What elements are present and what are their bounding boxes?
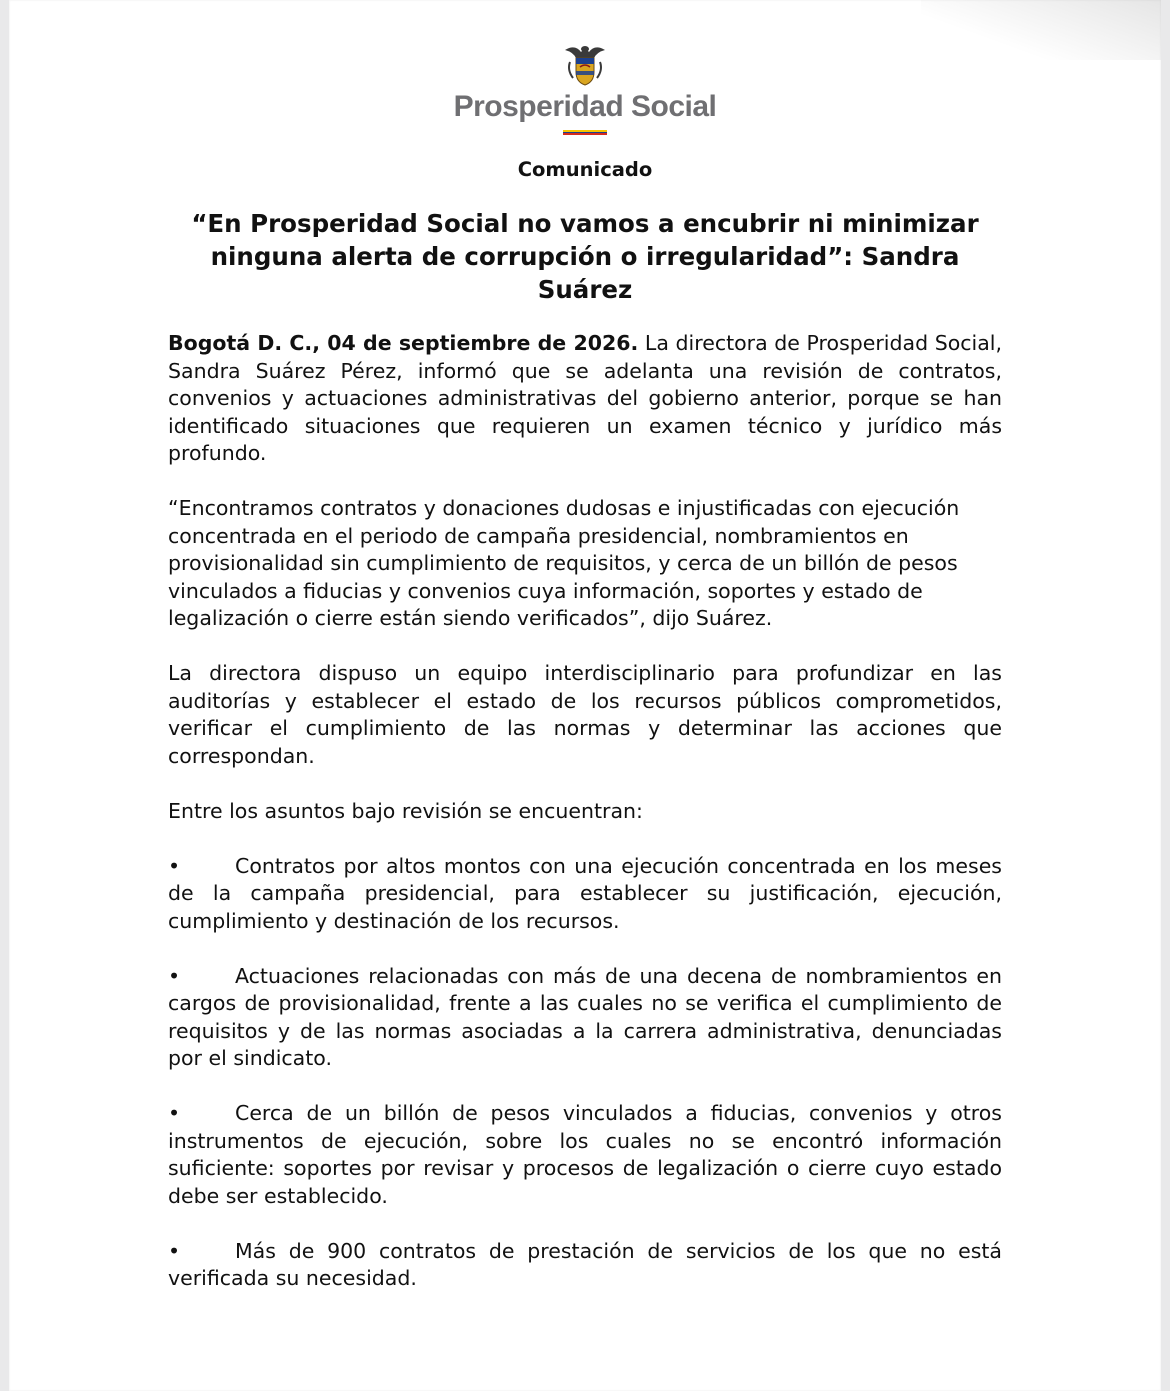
list-item (168, 1100, 1002, 1210)
bullet-marker: • (168, 853, 181, 878)
quote-paragraph: “Encontramos contratos y donaciones dudosas e injustificadas con ejecución concentrada en el periodo de campaña presidencial, nombramientos en provisionalidad sin cumplimiento de requisitos, y cerca de un billón de pesos vinculados a fiducias y convenios cuya información, soportes y estado de legalización o cierre están siendo verificados”, dijo Suárez. (168, 496, 960, 630)
document-body (168, 158, 1002, 1320)
colombia-coat-of-arms-icon (561, 40, 609, 88)
dateline: Bogotá D. C., 04 de septiembre de 2026. (168, 331, 639, 355)
lead-paragraph (168, 330, 1002, 468)
list-item (168, 1238, 1002, 1293)
lead-text: La directora de Prosperidad Social, Sandra Suárez Pérez, informó que se adelanta una revisión de contratos, convenios y actuaciones administrativas del gobierno anterior, porque se han identificado situaciones que requieren un examen técnico y jurídico más profundo. (168, 331, 1002, 465)
document-label: Comunicado (517, 158, 653, 181)
document-headline: “En Prosperidad Social no vamos a encubrir ni minimizar ninguna alerta de corrupción o irregularidad”: Sandra Suárez (191, 209, 979, 304)
letterhead (9, 40, 1161, 135)
bullet-marker: • (168, 1101, 181, 1125)
list-item-text: Más de 900 contratos de prestación de servicios de los que no está verificada su necesidad. (168, 1238, 1002, 1290)
list-item (168, 963, 1002, 1073)
flag-stripe (563, 130, 607, 135)
list-item-text: Cerca de un billón de pesos vinculados a fiducias, convenios y otros instrumentos de ejecución, sobre los cuales no se encontró información suficiente: soportes por revisar y procesos de legalización o cierre cuyo estado debe ser establecido. (168, 1101, 1002, 1208)
document-page (9, 0, 1161, 1391)
team-paragraph: La directora dispuso un equipo interdisciplinario para profundizar en las auditorías y establecer el estado de los recursos públicos comprometidos, verificar el cumplimiento de las normas y determinar las acciones que correspondan. (168, 661, 1002, 768)
brand-logo-text: Prosperidad Social (453, 90, 717, 123)
bullet-marker: • (168, 1238, 181, 1263)
bullet-marker: • (168, 963, 181, 988)
list-item-text: Contratos por altos montos con una ejecución concentrada en los meses de la campaña presidencial, para establecer su justificación, ejecución, cumplimiento y destinación de los recursos. (168, 853, 1002, 933)
list-intro: Entre los asuntos bajo revisión se encuentran: (168, 798, 643, 823)
list-item-text: Actuaciones relacionadas con más de una decena de nombramientos en cargos de provisionalidad, frente a las cuales no se verifica el cumplimiento de requisitos y de las normas asociadas a la carrera administrativa, denunciadas por el sindicato. (168, 963, 1002, 1070)
body-text (168, 330, 1002, 1293)
flag-stripe-red (563, 133, 607, 135)
list-item (168, 853, 1002, 936)
